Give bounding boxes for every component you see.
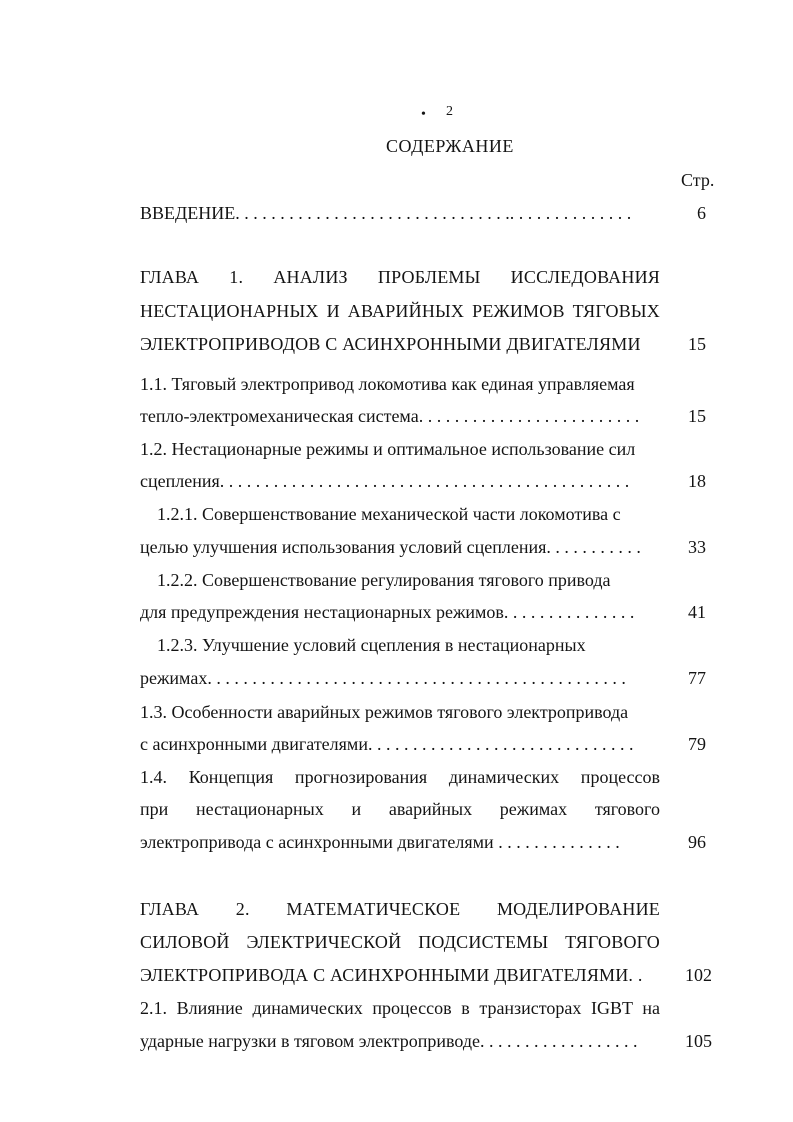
toc-chapter-2-line-3[interactable]: ЭЛЕКТРОПРИВОДА С АСИНХРОННЫМИ ДВИГАТЕЛЯМИ. . [140,965,643,985]
toc-entry-1-2-3-line-2[interactable]: режимах. . . . . . . . . . . . . . . . . . . . . . . . . . . . . . . . . . . . . . . . . . . . . . . [140,668,626,688]
toc-entry-2-1-line-2[interactable]: ударные нагрузки в тяговом электроприводе. . . . . . . . . . . . . . . . . . [140,1031,638,1051]
toc-chapter-1-line-2[interactable]: НЕСТАЦИОНАРНЫХ И АВАРИЙНЫХ РЕЖИМОВ ТЯГОВЫХ [140,301,660,321]
toc-chapter-1-line-1[interactable]: ГЛАВА 1. АНАЛИЗ ПРОБЛЕМЫ ИССЛЕДОВАНИЯ [140,267,660,287]
toc-entry-1-4-line-1[interactable]: 1.4. Концепция прогнозирования динамических процессов [140,767,660,787]
toc-page-1-3: 79 [688,734,706,754]
toc-entry-1-4-line-2[interactable]: при нестационарных и аварийных режимах тягового [140,799,660,819]
toc-page-1-1: 15 [688,406,706,426]
toc-chapter-2-line-2[interactable]: СИЛОВОЙ ЭЛЕКТРИЧЕСКОЙ ПОДСИСТЕМЫ ТЯГОВОГО [140,932,660,952]
toc-entry-1-3-line-1[interactable]: 1.3. Особенности аварийных режимов тягового электропривода [140,702,629,722]
toc-chapter-1-line-3[interactable]: ЭЛЕКТРОПРИВОДОВ С АСИНХРОННЫМИ ДВИГАТЕЛЯМИ [140,334,641,354]
toc-page-chapter-2: 102 [685,965,712,985]
toc-page-1-2: 18 [688,471,706,491]
page-column-header: Стр. [681,170,715,190]
toc-entry-2-1-line-1[interactable]: 2.1. Влияние динамических процессов в транзисторах IGBT на [140,998,660,1018]
toc-entry-1-2-2-line-1[interactable]: 1.2.2. Совершенствование регулирования тягового привода [157,570,611,590]
toc-page-1-2-1: 33 [688,537,706,557]
toc-entry-1-2-3-line-1[interactable]: 1.2.3. Улучшение условий сцепления в нестационарных [157,635,586,655]
toc-page-chapter-1: 15 [688,334,706,354]
toc-page-1-2-2: 41 [688,602,706,622]
toc-entry-1-1-line-1[interactable]: 1.1. Тяговый электропривод локомотива как единая управляемая [140,374,635,394]
toc-entry-1-2-2-line-2[interactable]: для предупреждения нестационарных режимов. . . . . . . . . . . . . . . [140,602,635,622]
toc-page-2-1: 105 [685,1031,712,1051]
toc-page-1-4: 96 [688,832,706,852]
page-number: 2 [446,104,453,119]
toc-entry-1-2-1-line-1[interactable]: 1.2.1. Совершенствование механической части локомотива с [157,504,621,524]
toc-entry-1-1-line-2[interactable]: тепло-электромеханическая система. . . . . . . . . . . . . . . . . . . . . . . . . [140,406,640,426]
toc-entry-1-3-line-2[interactable]: с асинхронными двигателями. . . . . . . . . . . . . . . . . . . . . . . . . . . . . . [140,734,634,754]
page-dot: • [421,107,426,122]
toc-entry-1-2-1-line-2[interactable]: целью улучшения использования условий сцепления. . . . . . . . . . . [140,537,641,557]
toc-entry-intro[interactable]: ВВЕДЕНИЕ. . . . . . . . . . . . . . . . . . . . . . . . . . . . . . .. . . . . . . . . . . . . . [140,203,632,223]
toc-entry-1-4-line-3[interactable]: электропривода с асинхронными двигателями . . . . . . . . . . . . . . [140,832,620,852]
toc-page-intro: 6 [697,203,706,223]
toc-page-1-2-3: 77 [688,668,706,688]
toc-chapter-2-line-1[interactable]: ГЛАВА 2. МАТЕМАТИЧЕСКОЕ МОДЕЛИРОВАНИЕ [140,899,660,919]
page-title: СОДЕРЖАНИЕ [386,136,514,156]
toc-entry-1-2-line-2[interactable]: сцепления. . . . . . . . . . . . . . . . . . . . . . . . . . . . . . . . . . . . . . . . . . . . . . [140,471,630,491]
toc-entry-1-2-line-1[interactable]: 1.2. Нестационарные режимы и оптимальное использование сил [140,439,636,459]
